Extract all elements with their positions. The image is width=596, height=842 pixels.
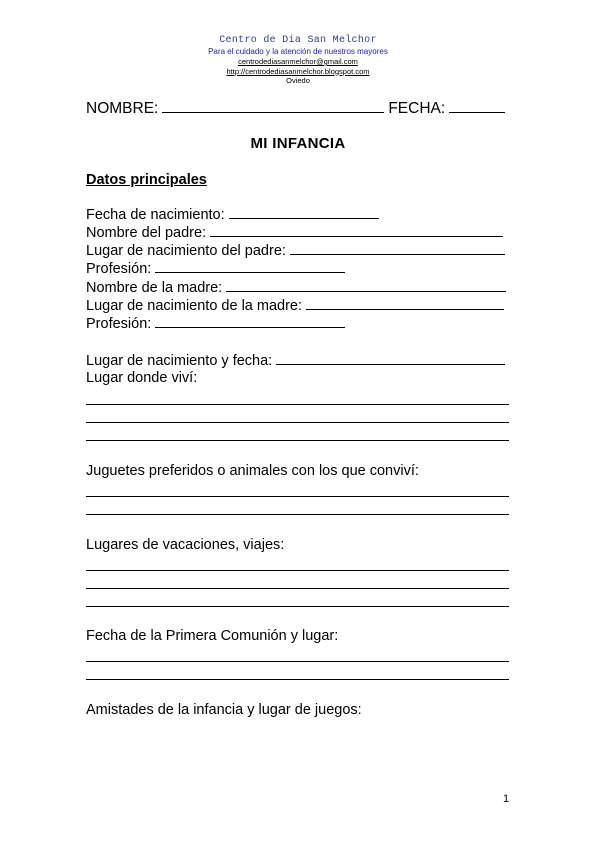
mother-birthplace-field[interactable] bbox=[306, 295, 504, 310]
birthplace-date-field[interactable] bbox=[276, 350, 505, 365]
father-name-field[interactable] bbox=[210, 222, 503, 237]
mother-profession-row bbox=[86, 313, 345, 333]
toys-pets-line-1[interactable] bbox=[86, 496, 509, 497]
childhood-friends-label: Amistades de la infancia y lugar de juegos: bbox=[86, 702, 362, 718]
organization-city: Oviedo bbox=[286, 76, 310, 85]
father-profession-row bbox=[86, 258, 345, 278]
birth-date-field[interactable] bbox=[229, 204, 379, 219]
form-title: MI INFANCIA bbox=[250, 135, 346, 152]
vacations-line-1[interactable] bbox=[86, 570, 509, 571]
vacations-label: Lugares de vacaciones, viajes: bbox=[86, 537, 285, 553]
first-communion-label: Fecha de la Primera Comunión y lugar: bbox=[86, 628, 339, 644]
father-name-label: Nombre del padre: bbox=[86, 225, 207, 241]
mother-profession-field[interactable] bbox=[155, 313, 345, 328]
date-field[interactable] bbox=[449, 98, 505, 113]
toys-pets-label: Juguetes preferidos o animales con los que conviví: bbox=[86, 463, 419, 479]
vacations-line-3[interactable] bbox=[86, 606, 509, 607]
birth-date-row bbox=[86, 204, 379, 224]
organization-tagline: Para el cuidado y la atención de nuestros mayores bbox=[208, 47, 388, 56]
father-birthplace-row bbox=[86, 240, 505, 260]
mother-birthplace-row bbox=[86, 295, 504, 315]
father-profession-field[interactable] bbox=[155, 258, 345, 273]
toys-pets-line-2[interactable] bbox=[86, 514, 509, 515]
places-lived-label: Lugar donde viví: bbox=[86, 370, 198, 386]
mother-birthplace-label: Lugar de nacimiento de la madre: bbox=[86, 298, 303, 314]
places-lived-line-2[interactable] bbox=[86, 422, 509, 423]
page-number: 1 bbox=[503, 793, 510, 805]
organization-name: Centro de Dia San Melchor bbox=[219, 35, 377, 46]
mother-name-field[interactable] bbox=[226, 277, 506, 292]
organization-email[interactable]: centrodediasanmelchor@gmail.com bbox=[238, 57, 358, 66]
mother-profession-label: Profesión: bbox=[86, 316, 152, 332]
birthplace-date-label: Lugar de nacimiento y fecha: bbox=[86, 353, 273, 369]
mother-name-row bbox=[86, 277, 506, 297]
date-label: FECHA: bbox=[388, 100, 446, 117]
father-profession-label: Profesión: bbox=[86, 261, 152, 277]
name-field[interactable] bbox=[162, 98, 384, 113]
name-label: NOMBRE: bbox=[86, 100, 159, 117]
name-date-row bbox=[86, 98, 505, 118]
first-communion-line-1[interactable] bbox=[86, 661, 509, 662]
father-name-row bbox=[86, 222, 503, 242]
places-lived-line-1[interactable] bbox=[86, 404, 509, 405]
letterhead bbox=[0, 34, 596, 86]
places-lived-line-3[interactable] bbox=[86, 440, 509, 441]
vacations-line-2[interactable] bbox=[86, 588, 509, 589]
father-birthplace-label: Lugar de nacimiento del padre: bbox=[86, 243, 286, 259]
birthplace-date-row bbox=[86, 350, 505, 370]
organization-website[interactable]: http://centrodediasanmelchor.blogspot.com bbox=[226, 66, 370, 76]
father-birthplace-field[interactable] bbox=[290, 240, 505, 255]
section-title: Datos principales bbox=[86, 172, 207, 188]
mother-name-label: Nombre de la madre: bbox=[86, 280, 223, 296]
first-communion-line-2[interactable] bbox=[86, 679, 509, 680]
birth-date-label: Fecha de nacimiento: bbox=[86, 207, 225, 223]
